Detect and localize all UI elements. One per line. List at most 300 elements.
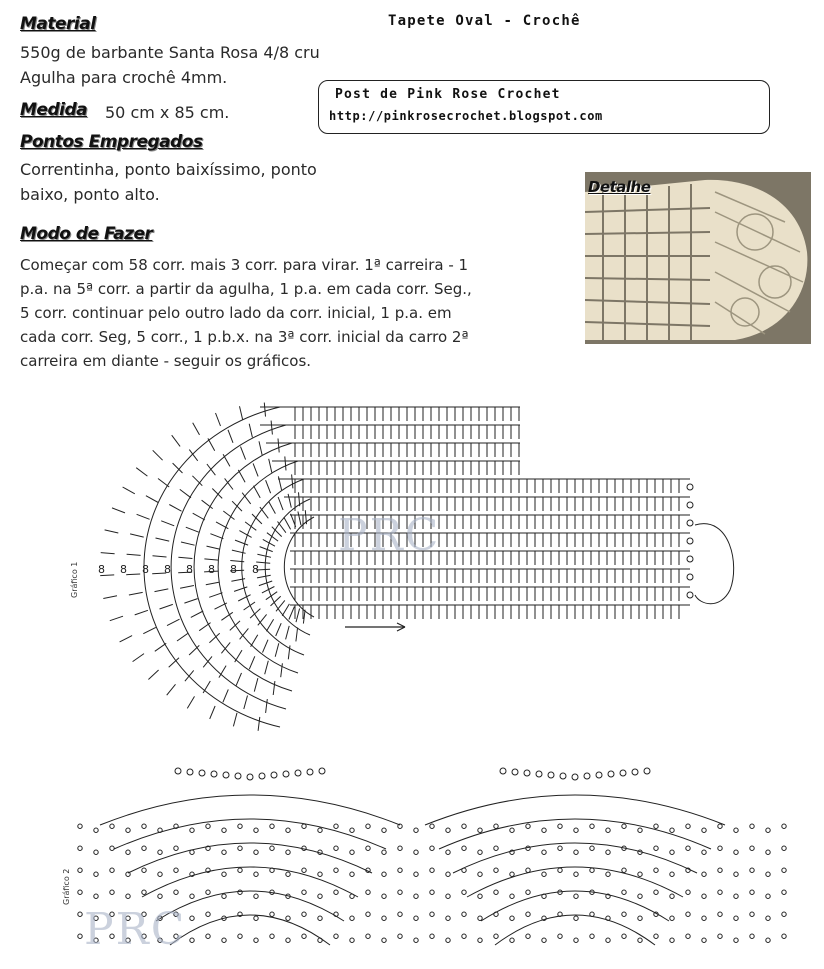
stitch-tick: [129, 592, 143, 595]
chain-stitch: [670, 828, 674, 832]
chain-stitch: [350, 850, 354, 854]
chain-stitch: [638, 938, 642, 942]
stitch-tick: [156, 538, 170, 541]
chain-stitch: [238, 846, 242, 850]
chain-stitch: [782, 868, 786, 872]
chain-stitch: [718, 868, 722, 872]
chain-stitch: [334, 934, 338, 938]
picot: [319, 768, 325, 774]
chain-stitch: [686, 934, 690, 938]
stitch-tick: [123, 487, 135, 494]
chain-stitch: [430, 868, 434, 872]
fan-row: [439, 819, 711, 849]
chain-stitch: [318, 938, 322, 942]
chain-stitch: [78, 846, 82, 850]
stitch-tick: [112, 508, 125, 513]
chain-stitch: [462, 890, 466, 894]
detail-photo-lace: [585, 172, 811, 344]
chain-stitch: [734, 872, 738, 876]
stitch-tick: [189, 450, 197, 461]
stitch-tick: [245, 522, 256, 530]
stitch-tick: [146, 496, 158, 503]
stitch-tick: [273, 681, 275, 695]
chain-stitch: [78, 912, 82, 916]
stitch-tick: [292, 474, 293, 488]
modo-line-5: carreira em diante - seguir os gráficos.: [20, 352, 312, 370]
chain-stitch: [606, 850, 610, 854]
chain-stitch: [542, 872, 546, 876]
chain-stitch: [702, 894, 706, 898]
chain-stitch: [446, 938, 450, 942]
stitch-tick: [249, 424, 252, 438]
chain-stitch: [286, 828, 290, 832]
chain-stitch: [94, 894, 98, 898]
stitch-tick: [235, 650, 242, 662]
chain-stitch: [574, 872, 578, 876]
chain-stitch: [686, 912, 690, 916]
chain-stitch: [142, 890, 146, 894]
stitch-tick: [178, 557, 192, 558]
chain-stitch: [430, 912, 434, 916]
chain-stitch: [462, 824, 466, 828]
stitch-tick: [285, 456, 286, 470]
stitch-tick: [266, 480, 271, 493]
stitch-tick: [181, 542, 195, 545]
chain-stitch: [238, 824, 242, 828]
medida-heading: Medida: [20, 100, 88, 120]
chain-stitch: [766, 894, 770, 898]
pontos-line-2: baixo, ponto alto.: [20, 185, 160, 204]
chain-stitch: [430, 890, 434, 894]
stitch-tick: [235, 540, 248, 545]
chain-stitch: [238, 934, 242, 938]
chain-stitch: [718, 824, 722, 828]
chain-stitch: [350, 828, 354, 832]
chain-stitch: [222, 850, 226, 854]
chain-stitch: [494, 846, 498, 850]
chain-stitch: [190, 894, 194, 898]
material-line-1: 550g de barbante Santa Rosa 4/8 cru: [20, 43, 320, 62]
stitch-tick: [187, 696, 194, 708]
chain-stitch: [334, 846, 338, 850]
stitch-tick: [232, 501, 242, 511]
chain-stitch: [478, 938, 482, 942]
post-title: Post de Pink Rose Crochet: [335, 87, 561, 102]
chain-stitch: [158, 894, 162, 898]
chain-stitch: [286, 872, 290, 876]
picot: [536, 771, 542, 777]
stitch-tick: [249, 656, 255, 669]
stitch-tick: [278, 522, 286, 533]
chain-stitch: [654, 934, 658, 938]
picot: [271, 772, 277, 778]
chain-stitch: [622, 868, 626, 872]
svg-text:8: 8: [186, 563, 193, 576]
picot: [512, 769, 518, 775]
chain-stitch: [78, 934, 82, 938]
chain-stitch: [126, 828, 130, 832]
chain-stitch: [318, 916, 322, 920]
post-url[interactable]: http://pinkrosecrochet.blogspot.com: [329, 109, 603, 123]
picot: [175, 768, 181, 774]
stitch-tick: [172, 435, 180, 446]
stitch-tick: [207, 546, 221, 549]
chain-stitch: [542, 850, 546, 854]
stitch-tick: [216, 413, 221, 426]
chain-stitch: [654, 846, 658, 850]
stitch-tick: [257, 575, 271, 578]
chain-stitch: [414, 828, 418, 832]
stitch-tick: [258, 614, 267, 625]
chain-stitch: [542, 938, 546, 942]
stitch-tick: [130, 534, 144, 537]
stitch-tick: [189, 645, 199, 655]
stitch-tick: [155, 643, 166, 651]
chain-stitch: [366, 934, 370, 938]
chain-stitch: [350, 916, 354, 920]
stitch-tick: [257, 554, 271, 557]
picot: [632, 769, 638, 775]
stitch-tick: [286, 626, 290, 640]
stitch-tick: [269, 501, 276, 513]
chain-stitch: [254, 916, 258, 920]
stitch-tick: [135, 610, 148, 615]
chain-stitch: [526, 912, 530, 916]
chain-stitch: [526, 824, 530, 828]
chain-stitch: [142, 846, 146, 850]
chain-stitch: [254, 894, 258, 898]
stitch-tick: [234, 587, 247, 592]
stitch-tick: [103, 596, 117, 599]
chain-stitch: [414, 894, 418, 898]
stitch-tick: [180, 586, 194, 589]
chain-stitch: [734, 850, 738, 854]
stitch-tick: [266, 699, 268, 713]
chain-stitch: [414, 850, 418, 854]
chain-stitch: [750, 824, 754, 828]
chain-stitch: [670, 894, 674, 898]
chain-stitch: [94, 828, 98, 832]
chain-stitch: [478, 828, 482, 832]
chain-stitch: [702, 828, 706, 832]
chain-stitch: [302, 868, 306, 872]
chain-stitch: [222, 938, 226, 942]
stitch-tick: [236, 673, 241, 686]
modo-line-2: p.a. na 5ª corr. a partir da agulha, 1 p.a. em cada corr. Seg.,: [20, 280, 472, 298]
chain-stitch: [366, 890, 370, 894]
chain-stitch: [238, 890, 242, 894]
chain-stitch: [510, 828, 514, 832]
stitch-tick: [251, 635, 258, 647]
picot: [500, 768, 506, 774]
chain-stitch: [206, 824, 210, 828]
svg-text:8: 8: [252, 563, 259, 576]
stitch-tick: [284, 517, 291, 529]
grafico-1-watermark: PRC: [338, 510, 441, 561]
chain-stitch: [190, 828, 194, 832]
stitch-tick: [230, 621, 240, 631]
stitch-tick: [143, 627, 156, 633]
chain-stitch: [222, 894, 226, 898]
chain-stitch: [254, 828, 258, 832]
picot: [608, 771, 614, 777]
chain-stitch: [158, 872, 162, 876]
chain-stitch: [606, 828, 610, 832]
svg-text:8: 8: [142, 563, 149, 576]
stitch-tick: [260, 507, 268, 518]
stitch-tick: [271, 421, 272, 435]
chain-stitch: [702, 916, 706, 920]
chain-stitch: [590, 824, 594, 828]
chain-stitch: [110, 846, 114, 850]
chain-stitch: [430, 846, 434, 850]
stitch-tick: [223, 689, 228, 702]
stitch-tick: [120, 636, 133, 642]
svg-text:8: 8: [230, 563, 237, 576]
chain-stitch: [414, 916, 418, 920]
chain-stitch: [446, 894, 450, 898]
chain-stitch: [382, 894, 386, 898]
chain-stitch: [446, 850, 450, 854]
chain-stitch: [270, 912, 274, 916]
chain-stitch: [350, 938, 354, 942]
chain-stitch: [526, 890, 530, 894]
chain-stitch: [286, 938, 290, 942]
modo-line-3: 5 corr. continuar pelo outro lado da corr. inicial, 1 p.a. em: [20, 304, 452, 322]
stitch-tick: [260, 547, 273, 552]
stitch-tick: [278, 476, 281, 490]
stitch-tick: [278, 497, 283, 510]
chain-stitch: [142, 824, 146, 828]
chain-stitch: [366, 846, 370, 850]
chain-stitch: [446, 916, 450, 920]
stitch-tick: [259, 581, 272, 586]
chain-stitch: [206, 934, 210, 938]
chain-stitch: [574, 828, 578, 832]
chain-stitch: [494, 868, 498, 872]
stitch-tick: [238, 595, 250, 601]
chain-stitch: [526, 868, 530, 872]
chain-stitch: [782, 846, 786, 850]
chain-stitch: [494, 934, 498, 938]
chain-stitch: [766, 916, 770, 920]
chain-stitch: [222, 828, 226, 832]
chain-stitch: [174, 868, 178, 872]
stitch-tick: [253, 463, 258, 476]
stitch-tick: [299, 492, 300, 506]
stitch-tick: [244, 696, 248, 710]
svg-text:8: 8: [120, 563, 127, 576]
stitch-tick: [186, 527, 199, 532]
stitch-tick: [296, 628, 298, 642]
picot: [644, 768, 650, 774]
chain-stitch: [382, 850, 386, 854]
chain-stitch: [574, 850, 578, 854]
svg-text:8: 8: [164, 563, 171, 576]
picot: [259, 773, 265, 779]
stitch-tick: [281, 663, 283, 677]
stitch-tick: [228, 430, 233, 443]
chain-stitch: [366, 824, 370, 828]
chain-stitch: [94, 872, 98, 876]
stitch-tick: [276, 623, 282, 636]
chain-stitch: [446, 828, 450, 832]
material-line-2: Agulha para crochê 4mm.: [20, 68, 228, 87]
stitch-tick: [223, 454, 230, 466]
chain-stitch: [206, 912, 210, 916]
grafico-1-diagram: [90, 395, 750, 740]
chain-stitch: [462, 912, 466, 916]
chain-stitch: [174, 846, 178, 850]
stitch-tick: [263, 640, 269, 653]
stitch-tick: [184, 599, 197, 604]
picot: [307, 769, 313, 775]
chain-stitch: [382, 828, 386, 832]
medida-value: 50 cm x 85 cm.: [105, 103, 230, 122]
chain-stitch: [590, 912, 594, 916]
stitch-tick: [258, 717, 260, 731]
chain-stitch: [526, 934, 530, 938]
stitch-tick: [266, 619, 273, 631]
stitch-tick: [193, 513, 205, 520]
chain-stitch: [286, 916, 290, 920]
chain-stitch: [350, 872, 354, 876]
stitch-tick: [275, 643, 279, 657]
fan-row: [114, 819, 386, 849]
chain-stitch: [318, 894, 322, 898]
chain-stitch: [110, 890, 114, 894]
stitch-tick: [167, 684, 176, 695]
chain-stitch: [622, 824, 626, 828]
picot: [295, 770, 301, 776]
chain-stitch: [126, 850, 130, 854]
chain-stitch: [94, 850, 98, 854]
stitch-tick: [266, 592, 277, 600]
chain-stitch: [78, 824, 82, 828]
stitch-tick: [241, 447, 246, 460]
stitch-tick: [289, 607, 295, 620]
stitch-tick: [101, 553, 115, 554]
chain-stitch: [382, 916, 386, 920]
chain-stitch: [670, 938, 674, 942]
chain-stitch: [222, 872, 226, 876]
chain-stitch: [398, 934, 402, 938]
chain-stitch: [734, 894, 738, 898]
chain-stitch: [638, 872, 642, 876]
chain-stitch: [686, 846, 690, 850]
chain-stitch: [686, 824, 690, 828]
stitch-tick: [239, 531, 251, 538]
chain-stitch: [750, 912, 754, 916]
chain-stitch: [398, 846, 402, 850]
chain-stitch: [270, 846, 274, 850]
chain-stitch: [494, 890, 498, 894]
chain-stitch: [702, 938, 706, 942]
chain-stitch: [558, 824, 562, 828]
chain-stitch: [734, 828, 738, 832]
stitch-tick: [206, 582, 220, 585]
pontos-line-1: Correntinha, ponto baixíssimo, ponto: [20, 160, 317, 179]
chain-stitch: [254, 850, 258, 854]
chain-stitch: [590, 868, 594, 872]
chain-stitch: [590, 846, 594, 850]
chain-stitch: [782, 890, 786, 894]
chain-stitch: [638, 894, 642, 898]
stitch-tick: [133, 654, 144, 662]
chain-stitch: [398, 912, 402, 916]
fan-row: [425, 795, 725, 825]
chain-stitch: [558, 868, 562, 872]
chain-stitch: [782, 912, 786, 916]
stitch-tick: [203, 681, 210, 693]
chain-stitch: [670, 872, 674, 876]
stitch-tick: [160, 604, 173, 609]
chain-stitch: [782, 934, 786, 938]
chain-stitch: [382, 872, 386, 876]
chain-stitch: [782, 824, 786, 828]
chain-stitch: [766, 828, 770, 832]
stitch-tick: [127, 554, 141, 555]
chain-stitch: [270, 824, 274, 828]
chain-stitch: [622, 934, 626, 938]
picot: [187, 769, 193, 775]
detail-photo: [585, 172, 811, 344]
chain-stitch: [254, 872, 258, 876]
material-heading: Material: [20, 14, 96, 34]
chain-stitch: [622, 890, 626, 894]
chain-stitch: [654, 824, 658, 828]
chain-stitch: [318, 872, 322, 876]
picot: [247, 774, 253, 780]
stitch-tick: [278, 439, 279, 453]
chain-stitch: [574, 938, 578, 942]
chain-stitch: [718, 912, 722, 916]
chain-stitch: [494, 824, 498, 828]
fan-row: [100, 795, 400, 825]
stitch-tick: [177, 633, 188, 641]
stitch-tick: [153, 450, 163, 460]
picot: [283, 771, 289, 777]
chain-stitch: [302, 824, 306, 828]
chain-stitch: [478, 850, 482, 854]
chain-stitch: [510, 894, 514, 898]
chain-stitch: [318, 828, 322, 832]
chain-stitch: [718, 934, 722, 938]
chain-stitch: [606, 938, 610, 942]
picot: [524, 770, 530, 776]
stitch-tick: [254, 678, 258, 692]
chain-stitch: [190, 916, 194, 920]
chain-stitch: [110, 868, 114, 872]
picot: [211, 771, 217, 777]
stitch-tick: [161, 521, 174, 526]
chain-stitch: [334, 868, 338, 872]
stitch-tick: [276, 600, 285, 611]
chain-stitch: [286, 850, 290, 854]
chain-stitch: [574, 894, 578, 898]
chain-stitch: [478, 872, 482, 876]
chain-stitch: [702, 850, 706, 854]
stitch-tick: [105, 530, 119, 533]
chain-stitch: [302, 934, 306, 938]
stitch-tick: [288, 494, 291, 508]
detail-label: Detalhe: [588, 178, 651, 196]
stitch-tick: [126, 574, 140, 575]
stitch-tick: [210, 706, 215, 719]
chain-stitch: [766, 850, 770, 854]
stitch-tick: [153, 556, 167, 557]
fan-row: [495, 915, 655, 945]
